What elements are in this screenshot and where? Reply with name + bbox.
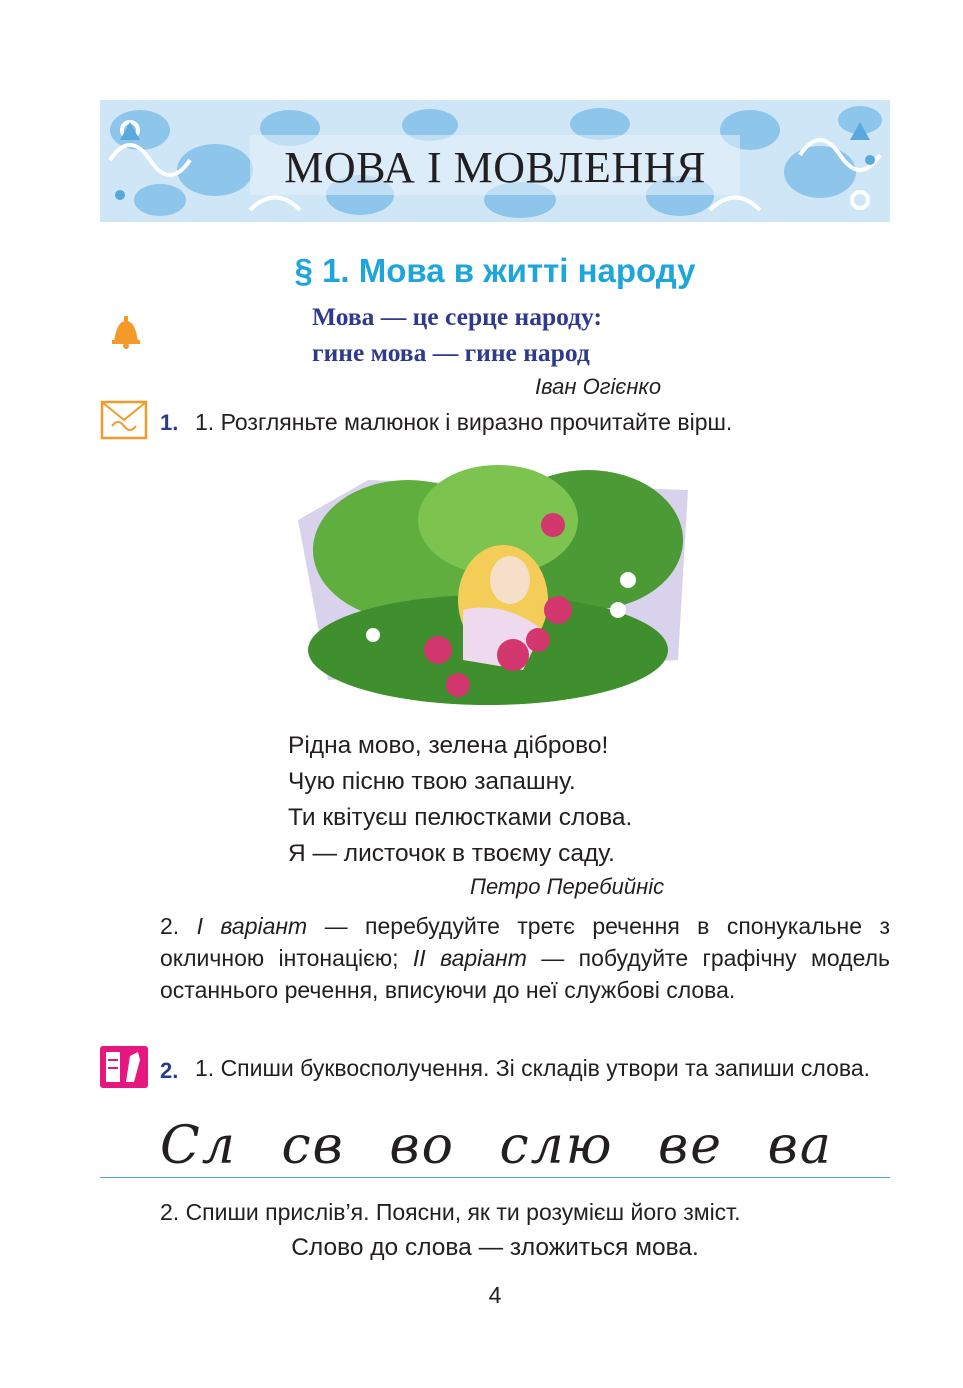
exercise-1-number: 1. <box>160 410 179 435</box>
syllable: св <box>281 1116 345 1176</box>
poem-line-1: Рідна мово, зелена діброво! <box>288 732 609 759</box>
exercise-2-task-1: 1. Спиши буквосполучення. Зі складів утвори та запиши слова. <box>195 1055 871 1081</box>
poem-line-4: Я — листочок в твоєму саду. <box>288 840 615 867</box>
exercise-1-task-2 <box>160 910 890 1006</box>
poem-line-2: Чую пісню твою запашну. <box>288 768 576 795</box>
epigraph-line-2: гине мова — гине народ <box>312 338 590 367</box>
section-title: § 1. Мова в житті народу <box>294 252 696 289</box>
epigraph-author: Іван Огієнко <box>535 374 662 399</box>
variant-1-text: — перебудуйте третє речення в спонукальне з окличною інтонацією; <box>160 913 890 971</box>
illustration-girl-in-garden <box>288 460 698 715</box>
syllable: ва <box>767 1116 833 1176</box>
syllable: Сл <box>160 1116 237 1176</box>
chapter-title: МОВА І МОВЛЕННЯ <box>284 142 706 192</box>
bell-icon <box>106 313 144 356</box>
epigraph-line-1: Мова — це серце народу: <box>312 302 602 331</box>
syllable: во <box>389 1116 455 1176</box>
variant-2-text: — побудуйте графічну модель останнього речення, вписуючи до неї службові слова. <box>160 945 891 1003</box>
task-2-prefix: 2. <box>160 913 197 939</box>
variant-1-label: І варіант <box>196 913 308 939</box>
poem-line-3: Ти квітуєш пелюстками слова. <box>288 804 633 831</box>
exercise-2-task-2: 2. Спиши прислів’я. Поясни, як ти розумієш його зміст. <box>160 1199 741 1225</box>
variant-2-label: ІІ варіант <box>412 945 527 971</box>
pen-notebook-icon <box>100 1046 148 1093</box>
handwriting-baseline <box>100 1177 890 1178</box>
exercise-1-task-1: 1. Розгляньте малюнок і виразно прочитайте вірш. <box>195 409 733 435</box>
proverb: Слово до слова — зложиться мова. <box>291 1234 699 1261</box>
syllable: ве <box>658 1116 724 1176</box>
handshake-icon <box>100 400 148 445</box>
page-number: 4 <box>488 1282 502 1308</box>
chapter-banner <box>100 100 890 222</box>
poem-author: Петро Перебийніс <box>470 874 665 899</box>
syllable: слю <box>499 1116 614 1176</box>
cursive-syllables <box>160 1116 859 1176</box>
poem <box>288 728 632 872</box>
exercise-2-number: 2. <box>160 1058 179 1083</box>
